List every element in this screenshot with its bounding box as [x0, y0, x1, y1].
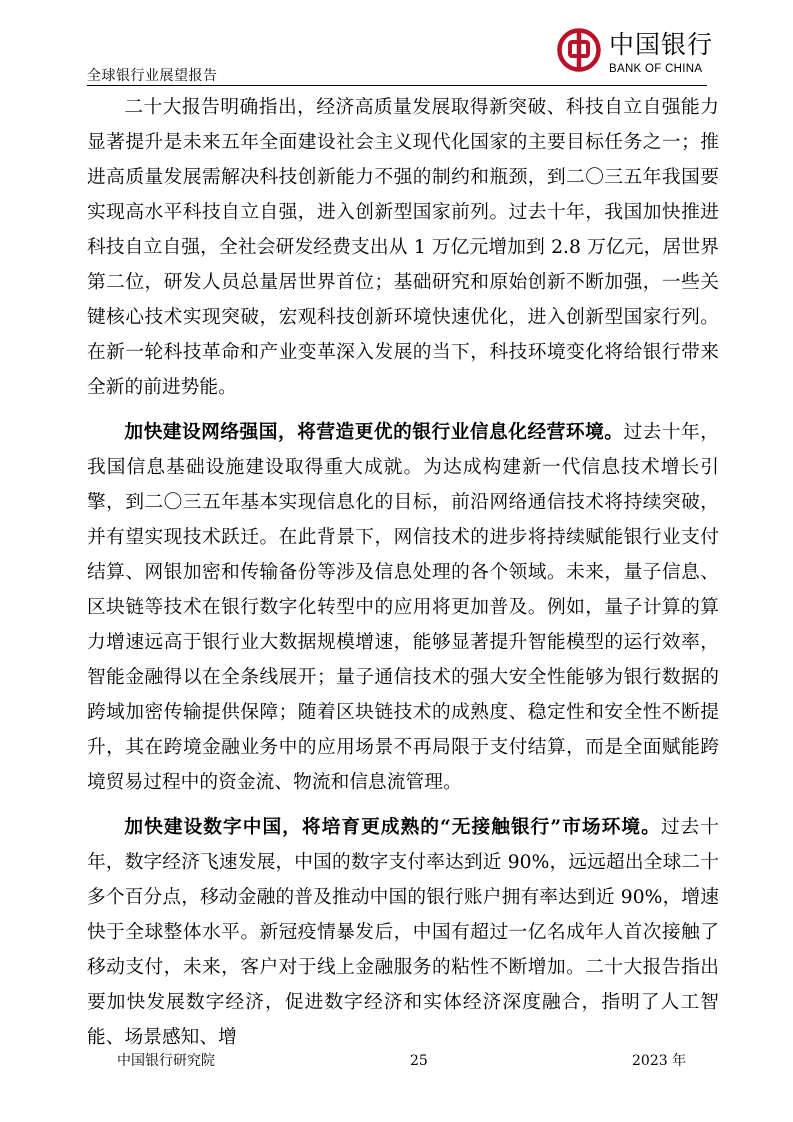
footer-institute: 中国银行研究院	[117, 1053, 215, 1069]
bank-logo	[557, 28, 714, 80]
header-divider	[87, 85, 707, 86]
body-text	[87, 90, 719, 1055]
footer-year: 2023 年	[632, 1053, 687, 1069]
paragraph-1	[87, 90, 719, 405]
paragraph-text: 过去十年，数字经济飞速发展，中国的数字支付率达到近 90%，远远超出全球二十多个百分点，移动金融的普及推动中国的银行账户拥有率达到近 90%，增速快于全球整体水平。新冠疫情暴发后，中国有超过一亿名成年人首次接触了移动支付，未来，客户对于线上金融服务的粘性不断增加。二十大报告指出要加快发展数字经济，促进数字经济和实体经济深度融合，指明了人工智能、场景感知、增	[87, 817, 719, 1048]
logo-english-name: BANK OF CHINA	[609, 63, 703, 75]
report-title: 全球银行业展望报告	[87, 68, 218, 84]
paragraph-lead: 加快建设网络强国，将营造更优的银行业信息化经营环境。	[124, 421, 624, 443]
paragraph-3	[87, 810, 719, 1055]
logo-chinese-name: 中国银行	[609, 30, 714, 59]
paragraph-text: 过去十年，我国信息基础设施建设取得重大成就。为达成构建新一代信息技术增长引擎，到二〇三五年基本实现信息化的目标，前沿网络通信技术将持续突破，并有望实现技术跃迁。在此背景下，网信技术的进步将持续赋能银行业支付结算、网银加密和传输备份等涉及信息处理的各个领域。未来，量子信息、区块链等技术在银行数字化转型中的应用将更加普及。例如，量子计算的算力增速远高于银行业大数据规模增速，能够显著提升智能模型的运行效率，智能金融得以在全条线展开；量子通信技术的强大安全性能够为银行数据的跨域加密传输提供保障；随着区块链技术的成熟度、稳定性和安全性不断提升，其在跨境金融业务中的应用场景不再局限于支付结算，而是全面赋能跨境贸易过程中的资金流、物流和信息流管理。	[87, 422, 719, 793]
page-number: 25	[410, 1053, 428, 1069]
paragraph-2	[87, 415, 719, 800]
paragraph-text: 二十大报告明确指出，经济高质量发展取得新突破、科技自立自强能力显著提升是未来五年全面建设社会主义现代化国家的主要目标任务之一；推进高质量发展需解决科技创新能力不强的制约和瓶颈，到二〇三五年我国要实现高水平科技自立自强，进入创新型国家前列。过去十年，我国加快推进科技自立自强，全社会研发经费支出从 1 万亿元增加到 2.8 万亿元，居世界第二位，研发人员总量居世界首位；基础研究和原始创新不断加强，一些关键核心技术实现突破，宏观科技创新环境快速优化，进入创新型国家行列。在新一轮科技革命和产业变革深入发展的当下，科技环境变化将给银行带来全新的前进势能。	[87, 97, 719, 398]
bank-of-china-emblem-icon	[557, 28, 601, 72]
paragraph-lead: 加快建设数字中国，将培育更成熟的“无接触银行”市场环境。	[124, 816, 661, 838]
